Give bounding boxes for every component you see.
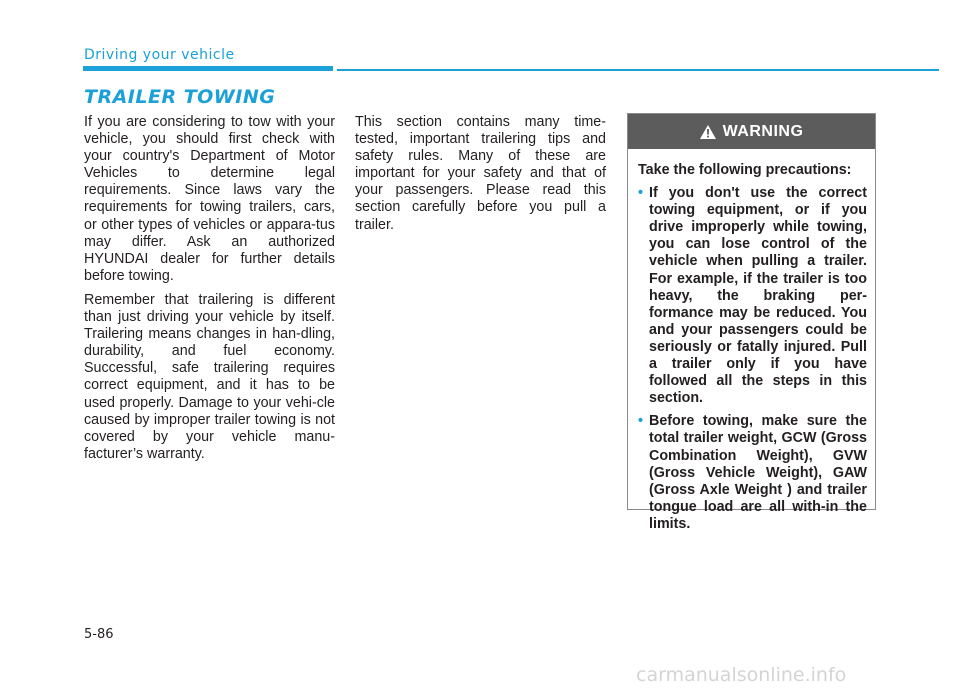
header-rule-thin (337, 69, 939, 71)
bullet-icon: • (638, 185, 644, 202)
warning-list (638, 185, 867, 533)
paragraph: Remember that trailering is different than just driving your vehicle by itself. Trailering means changes in han-dling, durability, and fuel economy. Successful, safe trailering requires correct equipment, and it has to be used properly. Damage to your vehi-cle caused by improper trailer towing is not covered by your vehicle manu-facturer’s warranty. (84, 291, 335, 462)
bullet-icon: • (638, 413, 644, 430)
header-rule-thick (83, 66, 333, 71)
column-middle (355, 114, 606, 241)
warning-box (627, 113, 876, 532)
page-title: TRAILER TOWING (84, 86, 276, 108)
warning-triangle-icon (700, 125, 716, 139)
warning-item-text: Before towing, make sure the total trailer weight, GCW (Gross Combination Weight), GVW (Gross Vehicle Weight), GAW (Gross Axle Weight ) and trailer tongue load are all with-in the limits. (649, 413, 867, 532)
warning-item (638, 413, 867, 533)
paragraph: This section contains many time-tested, important trailering tips and safety rules. Many of these are important for your safety and that of your passengers. Please read this section carefully before you pull a trailer. (355, 114, 606, 233)
section-label: Driving your vehicle (84, 47, 235, 63)
watermark: carmanualsonline.info (636, 664, 847, 686)
column-left (84, 114, 335, 470)
warning-header (628, 114, 875, 149)
warning-item-text: If you don't use the correct towing equipment, or if you drive improperly while towing, you can lose control of the vehicle when pulling a trailer. For example, if the trailer is too heavy, the braking per-formance may be reduced. You and your passengers could be seriously or fatally injured. Pull a trailer only if you have followed all the steps in this section. (649, 185, 867, 407)
page-number: 5-86 (84, 627, 114, 642)
warning-intro: Take the following precautions: (638, 162, 852, 178)
warning-heading: WARNING (722, 122, 804, 140)
paragraph: If you are considering to tow with your vehicle, you should first check with your country's Department of Motor Vehicles to determine legal requirements. Since laws vary the requirements for towing trailers, cars, or other types of vehicles or appara-tus may differ. Ask an authorized HYUNDAI dealer for further details before towing. (84, 114, 335, 284)
warning-item (638, 185, 867, 407)
